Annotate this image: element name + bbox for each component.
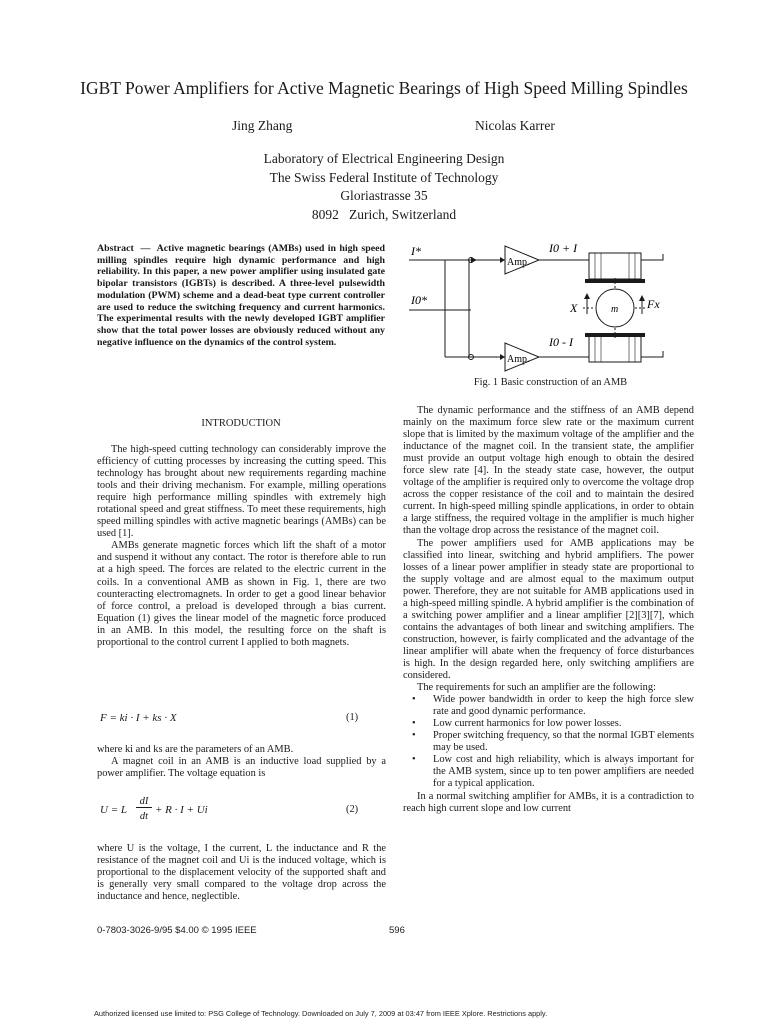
list-item: • Proper switching frequency, so that the normal IGBT elements may be used. [433, 730, 694, 754]
right-column [403, 405, 694, 815]
body-paragraph: In a normal switching amplifier for AMBs, it is a contradiction to reach high current slope and low current [403, 790, 694, 814]
intro-text-2 [97, 744, 386, 780]
intro-paragraph: The high-speed cutting technology can considerably improve the efficiency of cutting processes by increasing the cutting speed. This technology has brought about new requirements regarding machine tools and their driving mechanism. For example, milling operations require high performance milling spindles with extremely high rotational speed and great stiffness. To meet these requirements, high speed milling spindles with active magnetic bearings (AMBs) can be used [1]. [97, 444, 386, 540]
out-top-label: I0 + I [549, 241, 578, 255]
displacement-label: X [570, 301, 578, 315]
abstract-label: Abstract [97, 243, 134, 254]
abstract-text: Active magnetic bearings (AMBs) used in high speed milling spindles require high dynamic performance and high reliability. In this paper, a new power amplifier using insulated gate bipolar transistors (IGBTs) is described. A three-level pulsewidth modulation (PWM) scheme and a dead-beat type current controller are used to reduce the switching frequency and current harmonics. The experimental results with the newly developed IGBT amplifier show that the total power losses are obviously reduced without any negative influence on the dynamics of the control system. [97, 243, 385, 348]
intro-paragraphs [97, 444, 386, 649]
list-item: • Low current harmonics for low power losses. [433, 718, 694, 730]
affiliation-line: 8092 Zurich, Switzerland [311, 206, 457, 222]
body-paragraph: The requirements for such an amplifier are the following: [417, 682, 656, 694]
affiliation-line: Gloriastrasse 35 [340, 188, 428, 203]
paper-title: IGBT Power Amplifiers for Active Magnetic Bearings of High Speed Milling Spindles [80, 78, 688, 98]
affiliation [0, 150, 768, 224]
section-heading: INTRODUCTION [201, 418, 281, 429]
eq2-denominator: dt [139, 811, 149, 822]
author-1: Jing Zhang [232, 118, 293, 133]
input-label: I* [411, 244, 421, 258]
affiliation-line: The Swiss Federal Institute of Technology [269, 169, 499, 185]
equation-2 [100, 796, 270, 836]
license-note: Authorized licensed use limited to: PSG College of Technology. Downloaded on July 7, 2009 at 03:47 from IEEE Xplore. Restrictions apply. [94, 1009, 548, 1018]
equation-1-number: (1) [346, 712, 359, 723]
equation-1: F = ki · I + ks · X [100, 712, 177, 724]
force-label: Fx [647, 297, 660, 311]
copyright-line: 0-7803-3026-9/95 $4.00 © 1995 IEEE [97, 925, 257, 936]
intro-paragraph: A magnet coil in an AMB is an inductive load supplied by a power amplifier. The voltage equation is [97, 756, 386, 780]
author-2: Nicolas Karrer [475, 118, 555, 133]
intro-paragraph: where ki and ks are the parameters of an AMB. [97, 744, 294, 755]
eq2-numerator: dI [136, 796, 152, 808]
intro-paragraph: AMBs generate magnetic forces which lift the shaft of a motor and suspend it without any contact. The rotor is therefore able to run at a high speed. The forces are related to the electric current in the coils. In a conventional AMB as shown in Fig. 1, there are two counteracting electromagnets. In order to get a good linear behavior of force control, a preload is developed through a bias current. Equation (1) gives the linear model of the magnetic force produced in an AMB. In this model, the resulting force on the shaft is proportional to the control current I applied to both magnets. [97, 540, 386, 648]
eq2-right: + R · I + Ui [155, 804, 208, 816]
figure-caption: Fig. 1 Basic construction of an AMB [473, 377, 628, 388]
list-item: • Low cost and high reliability, which is always important for the AMB system, since up to ten power amplifiers are needed for a typical application. [433, 754, 694, 790]
out-bottom-label: I0 - I [549, 335, 573, 349]
page-number: 596 [389, 925, 405, 936]
equation-2-number: (2) [346, 804, 359, 815]
affiliation-line: Laboratory of Electrical Engineering Design [263, 151, 505, 166]
list-item: • Wide power bandwidth in order to keep the high force slew rate and good dynamic performance. [433, 694, 694, 718]
bias-label: I0* [411, 293, 427, 307]
body-paragraph: The dynamic performance and the stiffness of an AMB depend mainly on the maximum force slew rate or the maximum current slope that is limited by the maximum voltage of the amplifier and the inductance of the magnet coil. In the transient state, the amplifier must provide an output voltage high enough to obtain the desired force slew rate [4]. In the steady state case, however, the output voltage of the amplifier is required only to overcome the voltage drop across the copper resistance of the coil and to maintain the desired current. In high-speed milling spindle applications, in order to obtain a large stiffness, the required voltage in the amplifier is much higher than the voltage drop across the resistance of the magnet coil. [403, 405, 694, 537]
mass-label: m [611, 304, 619, 315]
intro-text-3 [97, 843, 386, 903]
requirements-list [403, 694, 694, 790]
intro-paragraph: where U is the voltage, I the current, L the inductance and R the resistance of the magnet coil and Ui is the induced voltage, which is proportional to the displacement velocity of the supported shaft and is generally very small compared to the voltage drop across the inductance and hence, neglectible. [97, 843, 386, 903]
body-paragraph: The power amplifiers used for AMB applications may be classified into linear, switching and hybrid amplifiers. The power losses of a linear power amplifier in steady state are proportional to the supply voltage and are almost equal to the maximum output power. Therefore, they are not suitable for AMB applications used in a high-speed milling spindle. A hybrid amplifier is the combination of a switching power amplifier and a linear amplifier [2][3][7], which contains the advantages of both linear and switching amplifiers. The construction, however, is fairly complicated and the advantage of the linear amplifier will abate when the frequency of force disturbances is high. In the design regarded here, only switching amplifiers are considered. [403, 537, 694, 682]
eq2-left: U = L [100, 804, 127, 816]
abstract: Abstract — Active magnetic bearings (AMBs) used in high speed milling spindles require high dynamic performance and high reliability. In this paper, a new power amplifier using insulated gate bipolar transistors (IGBTs) is described. A three-level pulsewidth modulation (PWM) scheme and a dead-beat type current controller are used to reduce the switching frequency and current harmonics. The experimental results with the newly developed IGBT amplifier show that the total power losses are obviously reduced without any negative influence on the dynamics of the control system. [97, 243, 385, 348]
amp-bottom-label: Amp. [507, 354, 530, 365]
amb-figure [405, 238, 695, 372]
amp-top-label: Amp. [507, 257, 530, 268]
